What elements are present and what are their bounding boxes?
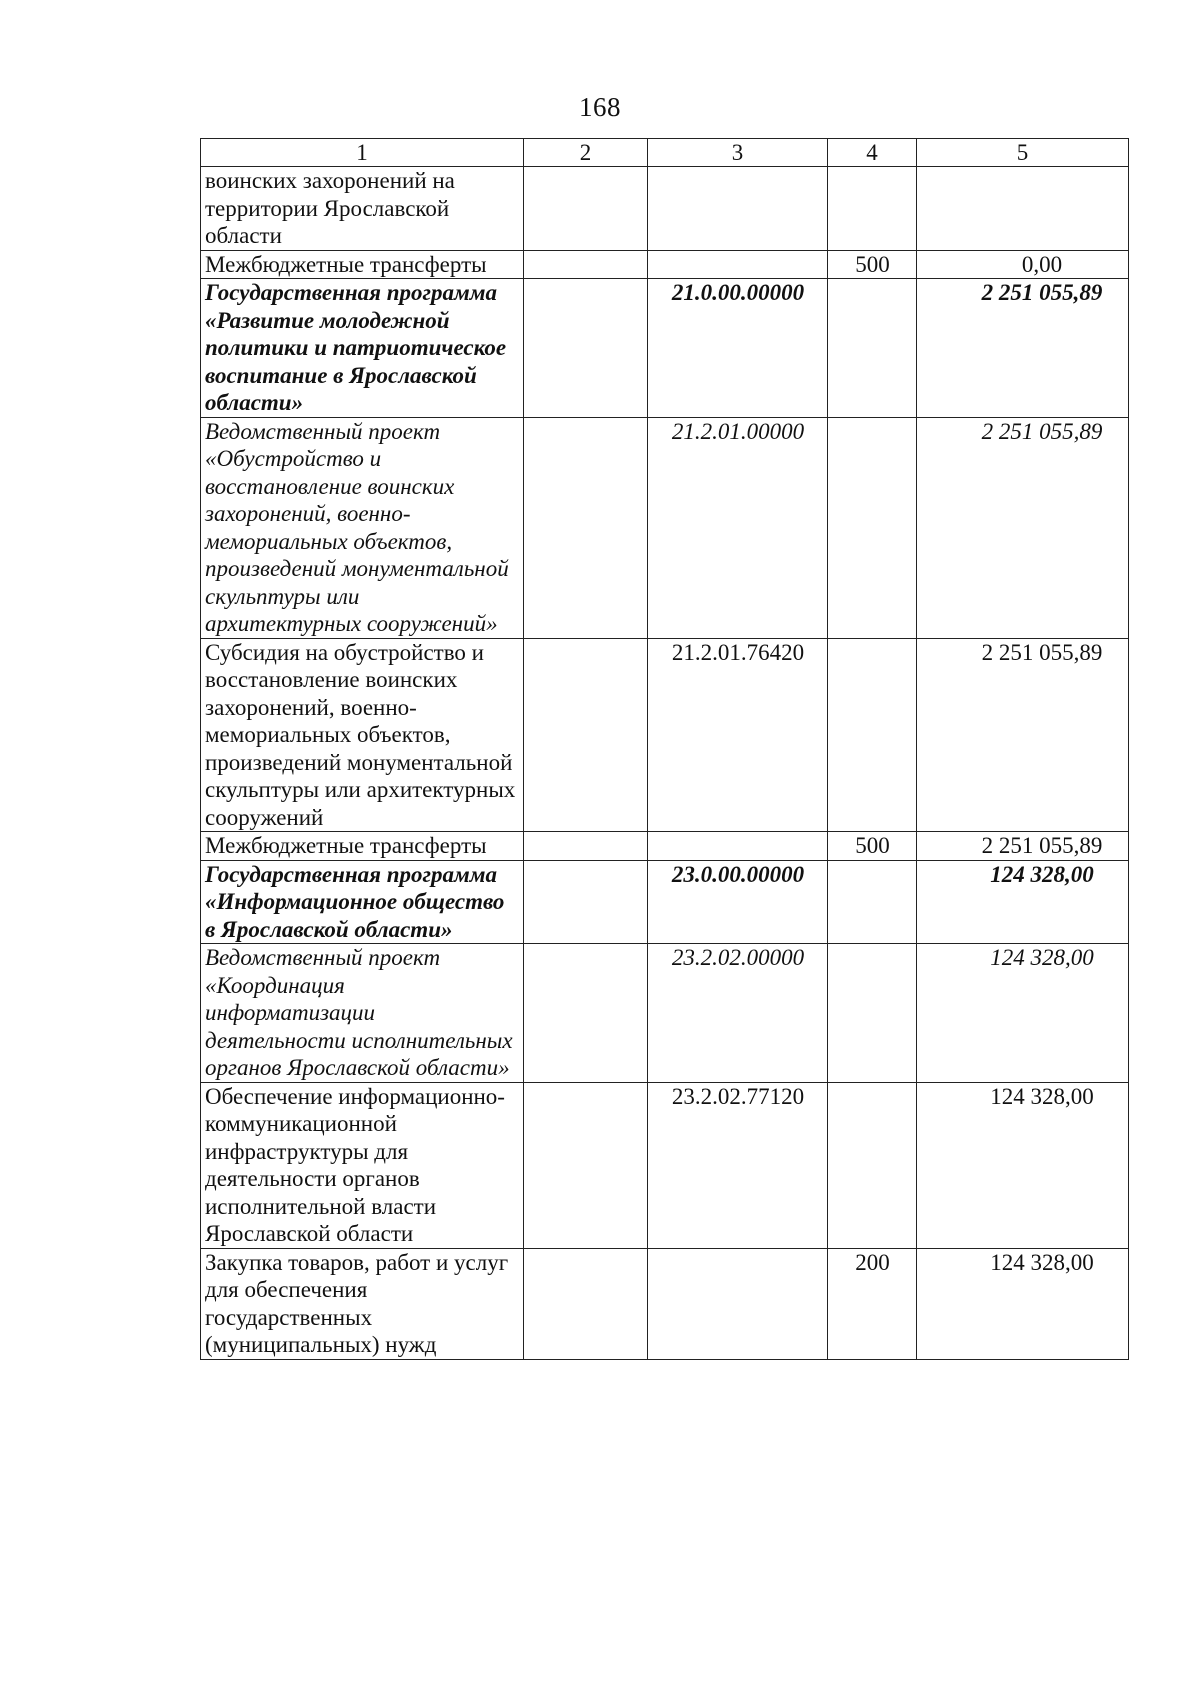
row-type: 200 [828, 1248, 917, 1359]
row-type: 500 [828, 250, 917, 279]
row-amount-value: 2 251 055,89 [981, 833, 1103, 858]
row-code [648, 832, 828, 861]
row-amount [917, 638, 1129, 832]
row-type: 500 [828, 832, 917, 861]
page-number: 168 [579, 92, 621, 122]
row-col2 [524, 944, 648, 1083]
row-type [828, 279, 917, 418]
table-body [201, 167, 1129, 1360]
table-row [201, 638, 1129, 832]
row-col2 [524, 279, 648, 418]
row-amount [917, 1248, 1129, 1359]
row-code: 21.2.01.00000 [648, 417, 828, 638]
row-amount [917, 944, 1129, 1083]
row-col2 [524, 1248, 648, 1359]
table-row [201, 1248, 1129, 1359]
row-name: воинских захоронений на территории Ярославской области [201, 167, 524, 251]
row-name: Субсидия на обустройство и восстановление воинских захоронений, военно-мемориальных объектов, произведений монументальной скульптуры или архитектурных сооружений [201, 638, 524, 832]
row-amount-value: 124 328,00 [990, 1249, 1094, 1275]
row-amount [917, 250, 1129, 279]
header-col-2: 2 [524, 139, 648, 167]
row-name: Государственная программа «Информационное общество в Ярославской области» [201, 860, 524, 944]
row-name: Государственная программа «Развитие молодежной политики и патриотическое воспитание в Ярославской области» [201, 279, 524, 418]
row-amount [917, 860, 1129, 944]
table-row [201, 860, 1129, 944]
row-col2 [524, 417, 648, 638]
table-row [201, 832, 1129, 861]
row-amount [917, 832, 1129, 861]
row-code [648, 167, 828, 251]
row-code [648, 250, 828, 279]
row-type [828, 417, 917, 638]
row-name: Межбюджетные трансферты [201, 250, 524, 279]
row-name: Ведомственный проект «Координация информатизации деятельности исполнительных органов Ярославской области» [201, 944, 524, 1083]
header-row [201, 139, 1129, 167]
table-header [201, 139, 1129, 167]
header-col-3: 3 [648, 139, 828, 167]
row-amount [917, 417, 1129, 638]
row-name: Обеспечение информационно-коммуникационной инфраструктуры для деятельности органов исполнительной власти Ярославской области [201, 1082, 524, 1248]
row-col2 [524, 1082, 648, 1248]
row-amount-value: 124 328,00 [990, 1083, 1094, 1109]
table-row [201, 417, 1129, 638]
row-type [828, 1082, 917, 1248]
row-code: 23.2.02.00000 [648, 944, 828, 1083]
row-col2 [524, 860, 648, 944]
table-row [201, 944, 1129, 1083]
table-row [201, 167, 1129, 251]
row-amount [917, 167, 1129, 251]
row-amount [917, 1082, 1129, 1248]
row-col2 [524, 167, 648, 251]
budget-table [200, 138, 1129, 1360]
row-type [828, 860, 917, 944]
row-code: 23.2.02.77120 [648, 1082, 828, 1248]
row-col2 [524, 832, 648, 861]
row-code: 23.0.00.00000 [648, 860, 828, 944]
row-amount-value: 0,00 [1021, 251, 1063, 277]
header-col-1: 1 [201, 139, 524, 167]
table-row [201, 279, 1129, 418]
header-col-5: 5 [917, 139, 1129, 167]
table-row [201, 1082, 1129, 1248]
row-col2 [524, 250, 648, 279]
row-type [828, 944, 917, 1083]
row-name: Ведомственный проект «Обустройство и восстановление воинских захоронений, военно-мемориальных объектов, произведений монументальной скульптуры или архитектурных сооружений» [201, 417, 524, 638]
row-amount-value: 2 251 055,89 [981, 418, 1103, 444]
table-row [201, 250, 1129, 279]
row-type [828, 638, 917, 832]
row-code: 21.2.01.76420 [648, 638, 828, 832]
header-col-4: 4 [828, 139, 917, 167]
row-code [648, 1248, 828, 1359]
row-name: Межбюджетные трансферты [201, 832, 524, 861]
row-amount-value: 2 251 055,89 [981, 280, 1103, 305]
row-name: Закупка товаров, работ и услуг для обеспечения государственных (муниципальных) нужд [201, 1248, 524, 1359]
row-col2 [524, 638, 648, 832]
row-amount-value: 124 328,00 [990, 945, 1094, 970]
row-type [828, 167, 917, 251]
row-code: 21.0.00.00000 [648, 279, 828, 418]
row-amount [917, 279, 1129, 418]
row-amount-value: 124 328,00 [990, 861, 1094, 887]
row-amount-value: 2 251 055,89 [981, 639, 1103, 665]
